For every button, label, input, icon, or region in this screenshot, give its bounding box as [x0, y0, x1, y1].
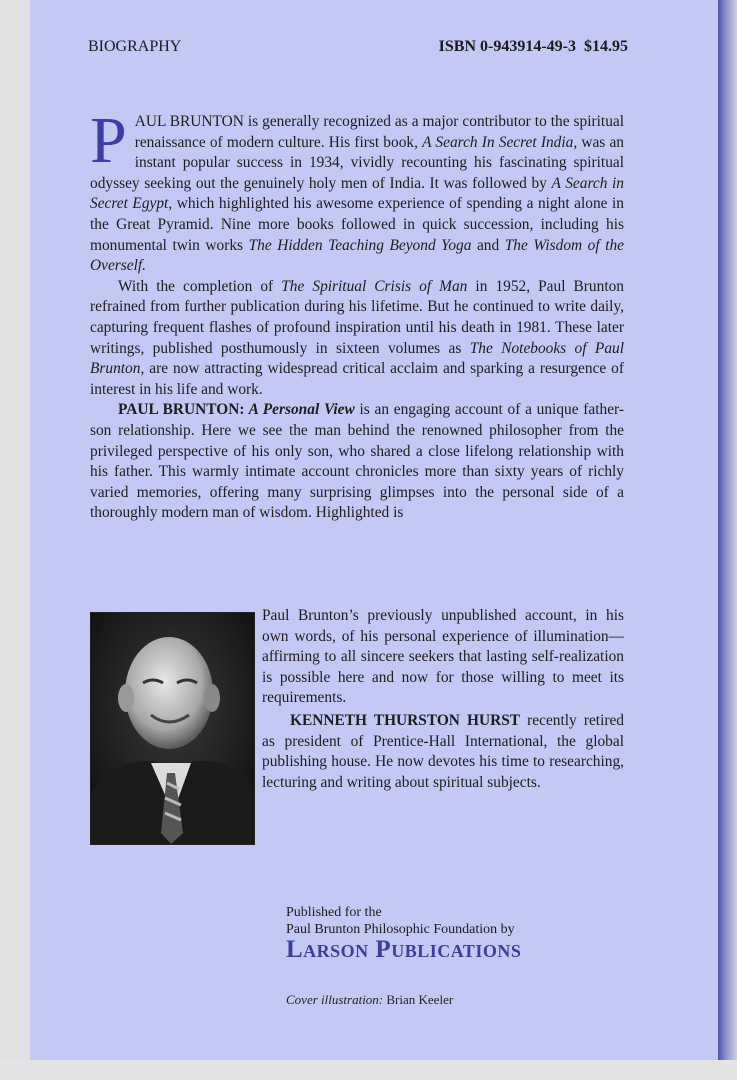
paragraph-4: KENNETH THURSTON HURST recently retired as president of Prentice-Hall International, the global publishing house. He now devotes his time to researching, lecturing and writing about spiritual subjects. — [262, 711, 624, 791]
main-text — [90, 104, 624, 524]
drop-cap: P — [90, 104, 127, 177]
paragraph-3-continued: Paul Brunton’s previously unpublished account, in his own words, of his personal experience of illumination—affirming to all sincere seekers that lasting self-realization is possible here and now for those willing to meet its requirements. — [262, 607, 624, 707]
published-for: Published for the Paul Brunton Philosophic Foundation by — [286, 905, 515, 937]
book-edge — [718, 0, 737, 1080]
background-left — [0, 0, 30, 1080]
publisher-logo: Larson Publications — [286, 936, 522, 963]
right-column-text — [262, 606, 624, 793]
paragraph-2: With the completion of The Spiritual Crisis of Man in 1952, Paul Brunton refrained from further publication during his lifetime. But he continued to write daily, capturing frequent flashes of profound inspiration until his death in 1981. These later writings, published posthumously in sixteen volumes as The Notebooks of Paul Brunton, are now attracting widespread critical acclaim and sparking a resurgence of interest in his life and work. — [90, 277, 624, 398]
price: $14.95 — [584, 38, 628, 55]
isbn-price — [439, 38, 628, 56]
background-bottom — [0, 1060, 737, 1080]
paragraph-1: PAUL BRUNTON is generally recognized as a major contributor to the spiritual renaissance of modern culture. His first book, A Search In Secret India, was an instant popular success in 1934, vividly recounting his fascinating spiritual odyssey seeking out the genuinely holy men of India. It was followed by A Search in Secret Egypt, which highlighted his awesome experience of spending a night alone in the Great Pyramid. Nine more books followed in quick succession, including his monumental twin works The Hidden Teaching Beyond Yoga and The Wisdom of the Overself. — [90, 104, 624, 275]
author-photo — [90, 612, 255, 845]
cover-credit: Cover illustration: Brian Keeler — [286, 992, 454, 1007]
paragraph-3: PAUL BRUNTON: A Personal View is an engaging account of a unique father-son relationship. Here we see the man behind the renowned philosopher from the privileged perspective of his only son, who shared a close lifelong relationship with his father. This warmly intimate account chronicles more than sixty years of richly varied memories, offering many surprising glimpses into the personal side of a thoroughly modern man of wisdom. Highlighted is — [90, 401, 624, 522]
category-label: BIOGRAPHY — [88, 38, 182, 55]
isbn: ISBN 0-943914-49-3 — [438, 38, 576, 55]
